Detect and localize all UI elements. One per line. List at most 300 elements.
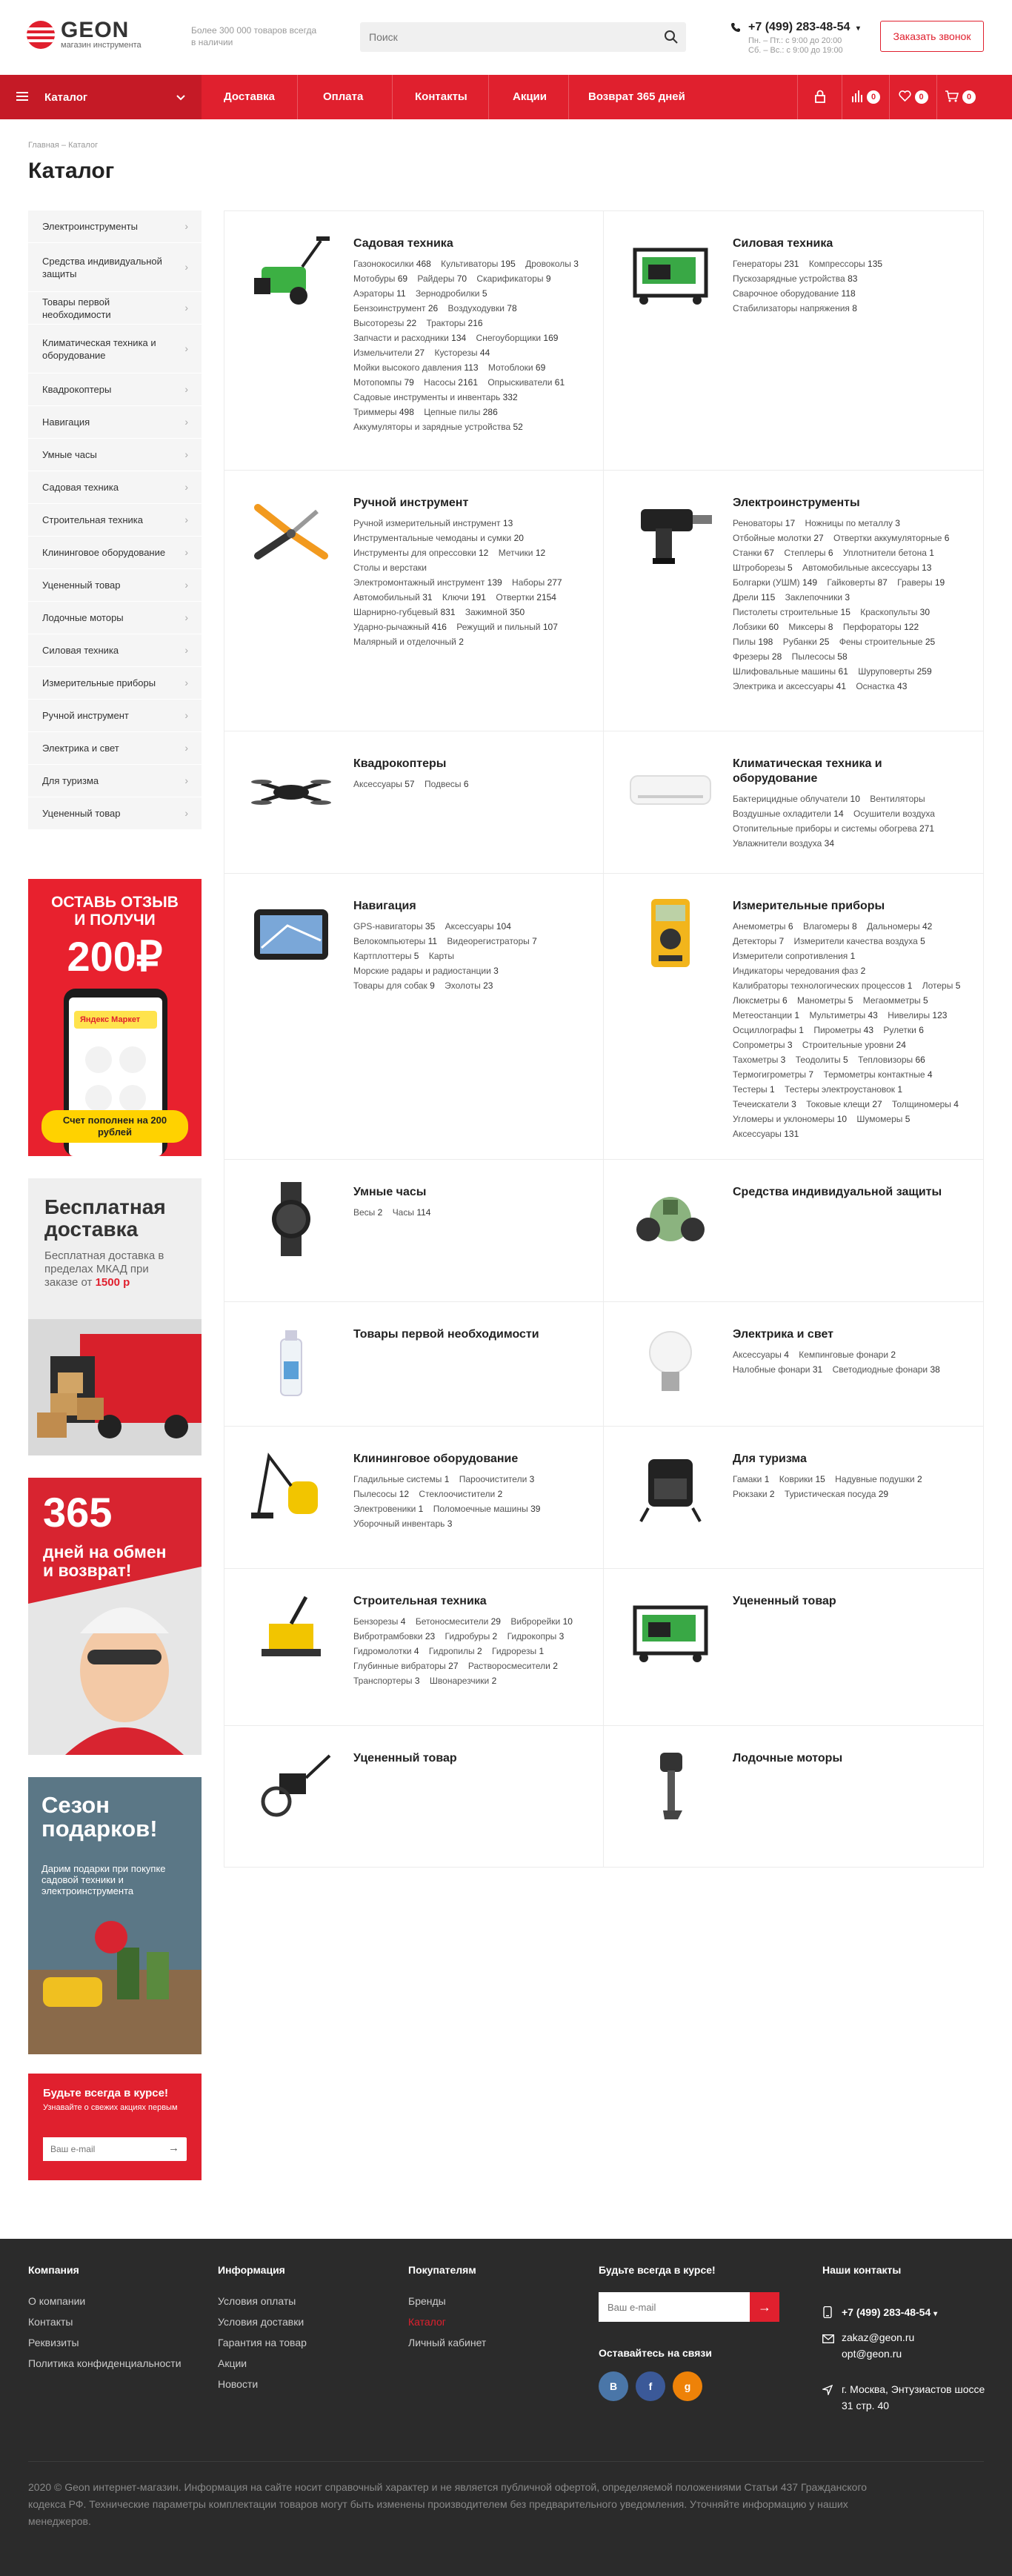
subcategory-count: 4 <box>784 1350 789 1360</box>
cart-button[interactable] <box>936 75 984 119</box>
footer-info-link[interactable]: Новости <box>218 2378 259 2390</box>
subcategory-link[interactable] <box>426 318 482 328</box>
subcategory-link[interactable] <box>353 548 488 558</box>
yandex-market-logo: Яндекс Маркет <box>80 1015 141 1024</box>
request-call-button[interactable]: Заказать звонок <box>880 21 984 52</box>
subcategory-link[interactable] <box>733 1040 793 1050</box>
category-title[interactable]: Умные часы <box>353 1186 427 1198</box>
subcategory-link[interactable] <box>419 1489 502 1499</box>
subcategory-link[interactable] <box>802 1040 906 1050</box>
multimeter-icon[interactable] <box>626 896 715 970</box>
free-delivery-banner[interactable] <box>28 1178 202 1455</box>
compare-button[interactable] <box>842 75 889 119</box>
subcategory-link[interactable] <box>856 681 907 691</box>
subcategory-count: 3 <box>493 966 499 976</box>
subcategory-link[interactable] <box>434 348 490 358</box>
subcategory-link[interactable] <box>785 592 850 602</box>
subcategory-link[interactable] <box>809 259 882 269</box>
subcategory-link[interactable] <box>499 548 546 558</box>
category-title[interactable]: Уцененный товар <box>733 1595 836 1607</box>
pliers-icon[interactable] <box>247 493 336 567</box>
catalog-menu-label: Каталог <box>44 90 88 104</box>
gps-navigator-icon[interactable] <box>247 896 336 970</box>
subcategory-link[interactable] <box>733 562 793 573</box>
subcategory-link[interactable] <box>353 936 437 946</box>
subcategory-link[interactable] <box>445 921 511 932</box>
subcategory-link[interactable] <box>733 980 912 991</box>
footer-company-link[interactable]: Реквизиты <box>28 2337 79 2348</box>
footer-buyers-link[interactable]: Бренды <box>408 2295 446 2307</box>
subcategory-link[interactable] <box>797 995 853 1006</box>
subcategory-link[interactable] <box>353 259 431 269</box>
subcategory-link[interactable] <box>783 637 830 647</box>
subcategory-link[interactable] <box>733 637 773 647</box>
subcategory-link[interactable] <box>827 577 887 588</box>
subcategory-link[interactable] <box>853 809 935 819</box>
subcategory-link[interactable] <box>445 1631 498 1641</box>
subcategory-link[interactable] <box>839 637 935 647</box>
subcategory-link[interactable] <box>353 273 407 284</box>
subcategory-link[interactable] <box>733 1489 775 1499</box>
newsletter-sidebar-input[interactable] <box>43 2137 154 2161</box>
subcategory-link[interactable] <box>353 407 414 417</box>
subcategory-link[interactable] <box>416 1616 501 1627</box>
subcategory-name: Тестеры <box>733 1084 768 1095</box>
subcategory-link[interactable] <box>353 562 427 573</box>
subcategory-link[interactable] <box>353 966 499 976</box>
subcategory-link[interactable] <box>733 622 779 632</box>
subcategory-count: 9 <box>545 273 551 284</box>
subcategory-count: 1 <box>444 1474 450 1484</box>
category-title[interactable]: Электроинструменты <box>733 497 860 509</box>
drone-icon[interactable] <box>247 754 336 828</box>
subcategory-link[interactable] <box>441 259 516 269</box>
subcategory-name: Мотоблоки <box>487 362 533 373</box>
site-logo[interactable] <box>27 20 142 50</box>
category-title[interactable]: Навигация <box>353 900 416 912</box>
subcategory-link[interactable] <box>788 622 833 632</box>
subcategory-link[interactable] <box>833 1364 940 1375</box>
subcategory-link[interactable] <box>353 318 416 328</box>
subcategory-count: 1 <box>897 1084 903 1095</box>
smartwatch-icon[interactable] <box>247 1182 336 1256</box>
subcategory-count: 10 <box>836 1114 848 1124</box>
subcategory-link[interactable] <box>733 533 824 543</box>
footer-company-link[interactable]: Политика конфиденциальности <box>28 2357 182 2369</box>
gift-season-banner[interactable] <box>28 1777 202 2054</box>
subcategory-link[interactable] <box>733 1474 769 1484</box>
subcategory-link[interactable] <box>813 1025 873 1035</box>
subscribe-arrow-icon[interactable]: → <box>750 2292 779 2322</box>
sidebar-item[interactable] <box>28 732 202 765</box>
subcategory-name: Пускозарядные устройства <box>733 273 845 284</box>
subcategory-link[interactable] <box>353 1504 423 1514</box>
category-title[interactable]: Климатическая техника и оборудование <box>733 757 882 785</box>
tiller-icon[interactable] <box>247 1748 336 1822</box>
footer-buyers-link[interactable]: Личный кабинет <box>408 2337 487 2348</box>
subcategory-link[interactable] <box>733 838 834 849</box>
subcategory-link[interactable] <box>733 823 934 834</box>
search-icon[interactable] <box>664 30 679 44</box>
footer-info-link[interactable]: Условия доставки <box>218 2316 304 2328</box>
category-title[interactable]: Уцененный товар <box>353 1752 457 1765</box>
subcategory-link[interactable] <box>429 1646 482 1656</box>
subcategory-link[interactable] <box>733 666 848 677</box>
subcategory-link[interactable] <box>733 1114 847 1124</box>
subcategory-link[interactable] <box>867 921 932 932</box>
subcategory-count: 2161 <box>458 377 478 388</box>
favorites-button[interactable] <box>889 75 936 119</box>
subcategory-name: Измерители качества воздуха <box>793 936 918 946</box>
subcategory-link[interactable] <box>353 518 513 528</box>
subcategory-link[interactable] <box>785 1084 902 1095</box>
category-title[interactable]: Для туризма <box>733 1453 807 1465</box>
subcategory-link[interactable] <box>353 1474 449 1484</box>
subcategory-link[interactable] <box>459 1474 535 1484</box>
nav-link-promotions[interactable]: Акции <box>489 75 569 119</box>
breadcrumb[interactable]: Главная – Каталог <box>28 141 99 150</box>
subcategory-link[interactable] <box>733 259 799 269</box>
subcategory-link[interactable] <box>353 779 415 789</box>
sidebar-item[interactable] <box>28 569 202 602</box>
subcategory-link[interactable] <box>512 577 562 588</box>
subcategory-link[interactable] <box>733 288 856 299</box>
category-title[interactable]: Измерительные приборы <box>733 900 885 912</box>
subcategory-name: Шуруповерты <box>858 666 915 677</box>
subcategory-link[interactable] <box>860 607 930 617</box>
footer-company-link[interactable]: Контакты <box>28 2316 73 2328</box>
subcategory-list <box>353 1205 588 1220</box>
subcategory-link[interactable] <box>883 1025 924 1035</box>
return-365-banner[interactable] <box>28 1478 202 1755</box>
sidebar-item[interactable] <box>28 243 202 292</box>
subcategory-link[interactable] <box>733 966 865 976</box>
subcategory-link[interactable] <box>353 1518 452 1529</box>
sidebar-item[interactable] <box>28 471 202 504</box>
drill-icon[interactable] <box>626 493 715 567</box>
subcategory-count: 498 <box>399 407 414 417</box>
subcategory-link[interactable] <box>353 1646 419 1656</box>
air-conditioner-icon[interactable] <box>626 754 715 828</box>
vk-icon[interactable]: В <box>599 2371 628 2401</box>
subcategory-link[interactable] <box>510 1616 573 1627</box>
subcategory-link[interactable] <box>733 577 817 588</box>
subcategory-link[interactable] <box>353 362 479 373</box>
sidebar-item[interactable] <box>28 210 202 243</box>
subcategory-link[interactable] <box>353 422 523 432</box>
sidebar-item[interactable] <box>28 292 202 325</box>
chevron-right-icon: › <box>184 774 188 786</box>
subcategory-link[interactable] <box>733 607 850 617</box>
subcategory-count: 468 <box>416 259 431 269</box>
subcategory-link[interactable] <box>353 577 502 588</box>
header-phone[interactable]: +7 (499) 283-48-54 <box>748 21 850 33</box>
subcategory-link[interactable] <box>424 407 498 417</box>
subcategory-link[interactable] <box>733 1364 822 1375</box>
subcategory-link[interactable] <box>733 809 844 819</box>
subcategory-link[interactable] <box>429 951 454 961</box>
sidebar-item-label: Климатическая техника и оборудование <box>42 336 156 361</box>
subcategory-link[interactable] <box>733 1025 804 1035</box>
subcategory-link[interactable] <box>733 951 855 961</box>
footer-company-link[interactable]: О компании <box>28 2295 86 2307</box>
subcategory-link[interactable] <box>353 921 435 932</box>
subcategory-name: Шарнирно-губцевый <box>353 607 439 617</box>
subcategory-link[interactable] <box>492 1646 544 1656</box>
review-bonus-banner[interactable] <box>28 879 202 1156</box>
subcategory-link[interactable] <box>430 1676 496 1686</box>
chevron-down-icon[interactable]: ▾ <box>856 24 860 33</box>
subcategory-link[interactable] <box>892 1099 959 1109</box>
subcategory-count: 5 <box>922 995 928 1006</box>
chevron-right-icon: › <box>184 807 188 819</box>
subcategory-name: Автомобильный <box>353 592 420 602</box>
subcategory-count: 139 <box>487 577 502 588</box>
subcategory-link[interactable] <box>833 533 949 543</box>
subcategory-link[interactable] <box>353 1489 409 1499</box>
sidebar-item[interactable] <box>28 325 202 374</box>
footer-buyers-title: Покупателям <box>408 2264 476 2276</box>
subcategory-name: Анемометры <box>733 921 786 932</box>
vacuum-cleaner-icon[interactable] <box>247 1449 336 1523</box>
category-title[interactable]: Строительная техника <box>353 1595 487 1607</box>
nav-link-contacts[interactable]: Контакты <box>393 75 489 119</box>
sidebar-item[interactable] <box>28 537 202 569</box>
subcategory-link[interactable] <box>863 995 928 1006</box>
subcategory-link[interactable] <box>733 548 774 558</box>
light-bulb-icon[interactable] <box>626 1324 715 1398</box>
catalog-category-card <box>604 1726 983 1867</box>
subcategory-link[interactable] <box>792 651 848 662</box>
subcategory-link[interactable] <box>468 1661 558 1671</box>
subcategory-link[interactable] <box>794 936 925 946</box>
boat-motor-icon[interactable] <box>626 1748 715 1822</box>
sidebar-item[interactable] <box>28 765 202 797</box>
subcategory-link[interactable] <box>353 607 456 617</box>
arrow-right-icon[interactable]: → <box>168 2142 179 2154</box>
subcategory-link[interactable] <box>442 592 486 602</box>
subcategory-link[interactable] <box>809 1010 877 1020</box>
subcategory-link[interactable] <box>476 333 559 343</box>
subcategory-link[interactable] <box>897 577 945 588</box>
subcategory-link[interactable] <box>733 1055 785 1065</box>
cart-count: 0 <box>962 90 976 104</box>
sidebar-item[interactable] <box>28 439 202 471</box>
subcategory-link[interactable] <box>393 1207 431 1218</box>
category-title[interactable]: Средства индивидуальной защиты <box>733 1186 942 1198</box>
subcategory-count: 191 <box>470 592 486 602</box>
subcategory-link[interactable] <box>417 273 467 284</box>
subcategory-name: Реноваторы <box>733 518 783 528</box>
generator-icon[interactable] <box>626 1591 715 1665</box>
category-title[interactable]: Садовая техника <box>353 237 453 250</box>
category-title[interactable]: Товары первой необходимости <box>353 1328 539 1341</box>
subcategory-link[interactable] <box>799 1350 896 1360</box>
sanitizer-bottle-icon[interactable] <box>247 1324 336 1398</box>
subcategory-link[interactable] <box>733 1129 799 1139</box>
subcategory-link[interactable] <box>835 1474 922 1484</box>
category-title[interactable]: Клининговое оборудование <box>353 1453 519 1465</box>
subcategory-link[interactable] <box>353 1661 459 1671</box>
category-title[interactable]: Квадрокоптеры <box>353 757 447 770</box>
subcategory-link[interactable] <box>779 1474 825 1484</box>
footer-buyers-link[interactable]: Каталог <box>408 2316 446 2328</box>
subcategory-link[interactable] <box>353 377 414 388</box>
footer-info-link[interactable]: Условия оплаты <box>218 2295 296 2307</box>
subcategory-link[interactable] <box>456 622 558 632</box>
subcategory-link[interactable] <box>353 951 419 961</box>
category-title[interactable]: Лодочные моторы <box>733 1752 843 1765</box>
subcategory-link[interactable] <box>856 1114 910 1124</box>
subcategory-count: 350 <box>510 607 525 617</box>
subcategory-link[interactable] <box>733 921 793 932</box>
account-button[interactable] <box>797 75 842 119</box>
subcategory-link[interactable] <box>733 794 860 804</box>
subcategory-link[interactable] <box>353 1631 435 1641</box>
subcategory-link[interactable] <box>888 1010 947 1020</box>
search-input[interactable] <box>360 22 642 52</box>
subcategory-link[interactable] <box>488 362 545 373</box>
subcategory-link[interactable] <box>843 622 919 632</box>
subcategory-link[interactable] <box>733 1099 796 1109</box>
sidebar-item[interactable] <box>28 634 202 667</box>
subcategory-count: 87 <box>877 577 888 588</box>
subcategory-name: Туристическая посуда <box>784 1489 876 1499</box>
footer-info-link[interactable]: Гарантия на товар <box>218 2337 307 2348</box>
catalog-menu-button[interactable] <box>0 75 202 119</box>
sidebar-item[interactable] <box>28 504 202 537</box>
subcategory-link[interactable] <box>353 592 433 602</box>
subcategory-link[interactable] <box>448 303 517 313</box>
sidebar-item[interactable] <box>28 374 202 406</box>
snowblower-icon[interactable] <box>247 233 336 308</box>
subcategory-name: Аксессуары <box>733 1129 782 1139</box>
subcategory-link[interactable] <box>922 980 961 991</box>
subcategory-link[interactable] <box>507 1631 565 1641</box>
sidebar-item[interactable] <box>28 406 202 439</box>
subcategory-link[interactable] <box>465 607 525 617</box>
backpack-chair-icon[interactable] <box>626 1449 715 1523</box>
subcategory-link[interactable] <box>525 259 579 269</box>
sidebar-item[interactable] <box>28 797 202 830</box>
subcategory-link[interactable] <box>445 980 493 991</box>
subcategory-link[interactable] <box>785 1489 888 1499</box>
subcategory-count: 6 <box>828 548 833 558</box>
footer-email-order[interactable]: zakaz@geon.ru <box>842 2331 915 2343</box>
catalog-sidebar <box>28 210 202 830</box>
subcategory-link[interactable] <box>784 548 833 558</box>
subcategory-link[interactable] <box>424 377 478 388</box>
subcategory-link[interactable] <box>353 1676 420 1686</box>
category-title[interactable]: Ручной инструмент <box>353 497 469 509</box>
sidebar-item[interactable] <box>28 667 202 700</box>
subcategory-link[interactable] <box>733 1084 775 1095</box>
subcategory-link[interactable] <box>353 533 524 543</box>
subcategory-link[interactable] <box>803 921 857 932</box>
subcategory-link[interactable] <box>353 392 518 402</box>
sidebar-item[interactable] <box>28 700 202 732</box>
subcategory-link[interactable] <box>353 303 438 313</box>
subcategory-link[interactable] <box>733 651 782 662</box>
category-title[interactable]: Электрика и свет <box>733 1328 833 1341</box>
subcategory-link[interactable] <box>733 936 784 946</box>
footer-info-link[interactable]: Акции <box>218 2357 247 2369</box>
subcategory-link[interactable] <box>733 681 846 691</box>
subcategory-link[interactable] <box>353 1616 405 1627</box>
subcategory-link[interactable] <box>416 288 487 299</box>
subcategory-link[interactable] <box>733 592 775 602</box>
subcategory-link[interactable] <box>843 548 934 558</box>
sidebar-item[interactable] <box>28 602 202 634</box>
footer-phone[interactable]: +7 (499) 283-48-54 <box>842 2306 931 2318</box>
subcategory-link[interactable] <box>496 592 556 602</box>
subcategory-count: 1 <box>794 1010 800 1020</box>
category-title[interactable]: Силовая техника <box>733 237 833 250</box>
subcategory-count: 1 <box>850 951 856 961</box>
subcategory-count: 57 <box>405 779 415 789</box>
subcategory-link[interactable] <box>870 794 925 804</box>
subcategory-name: Компрессоры <box>808 259 865 269</box>
subcategory-name: Ключи <box>442 592 469 602</box>
subcategory-link[interactable] <box>733 273 857 284</box>
subcategory-link[interactable] <box>805 518 900 528</box>
subcategory-link[interactable] <box>447 936 536 946</box>
subcategory-link[interactable] <box>733 518 795 528</box>
subcategory-count: 38 <box>930 1364 940 1375</box>
footer-email-wholesale[interactable]: opt@geon.ru <box>842 2348 902 2360</box>
subcategory-link[interactable] <box>476 273 550 284</box>
subcategory-link[interactable] <box>353 980 435 991</box>
nav-link-delivery[interactable]: Доставка <box>202 75 298 119</box>
subcategory-link[interactable] <box>733 1069 813 1080</box>
subcategory-link[interactable] <box>353 288 406 299</box>
subcategory-link[interactable] <box>353 637 464 647</box>
subcategory-link[interactable] <box>353 622 447 632</box>
nav-link-return[interactable]: Возврат 365 дней <box>588 90 685 103</box>
odnoklassniki-icon[interactable]: g <box>673 2371 702 2401</box>
subcategory-link[interactable] <box>353 333 466 343</box>
subcategory-link[interactable] <box>858 666 931 677</box>
subcategory-link[interactable] <box>487 377 565 388</box>
footer-email-input[interactable] <box>599 2292 747 2322</box>
subcategory-link[interactable] <box>733 1350 789 1360</box>
subcategory-link[interactable] <box>806 1099 882 1109</box>
subcategory-count: 122 <box>904 622 919 632</box>
subcategory-link[interactable] <box>433 1504 541 1514</box>
subcategory-link[interactable] <box>733 995 788 1006</box>
generator-icon[interactable] <box>626 233 715 308</box>
subcategory-count: 58 <box>837 651 848 662</box>
subcategory-name: Поломоечные машины <box>433 1504 528 1514</box>
facebook-icon[interactable]: f <box>636 2371 665 2401</box>
subcategory-link[interactable] <box>802 562 931 573</box>
subcategory-link[interactable] <box>733 303 857 313</box>
subcategory-link[interactable] <box>733 1010 799 1020</box>
subcategory-link[interactable] <box>823 1069 932 1080</box>
subcategory-name: Рубанки <box>782 637 817 647</box>
subcategory-link[interactable] <box>858 1055 925 1065</box>
subcategory-name: Измельчители <box>353 348 413 358</box>
subcategory-link[interactable] <box>353 348 425 358</box>
plate-compactor-icon[interactable] <box>247 1591 336 1665</box>
subcategory-link[interactable] <box>353 1207 382 1218</box>
subcategory-link[interactable] <box>425 779 469 789</box>
respirator-icon[interactable] <box>626 1182 715 1256</box>
subcategory-link[interactable] <box>796 1055 848 1065</box>
chevron-down-icon[interactable]: ▾ <box>933 2310 938 2318</box>
nav-link-payment[interactable]: Оплата <box>298 75 393 119</box>
subcategory-count: 134 <box>451 333 467 343</box>
